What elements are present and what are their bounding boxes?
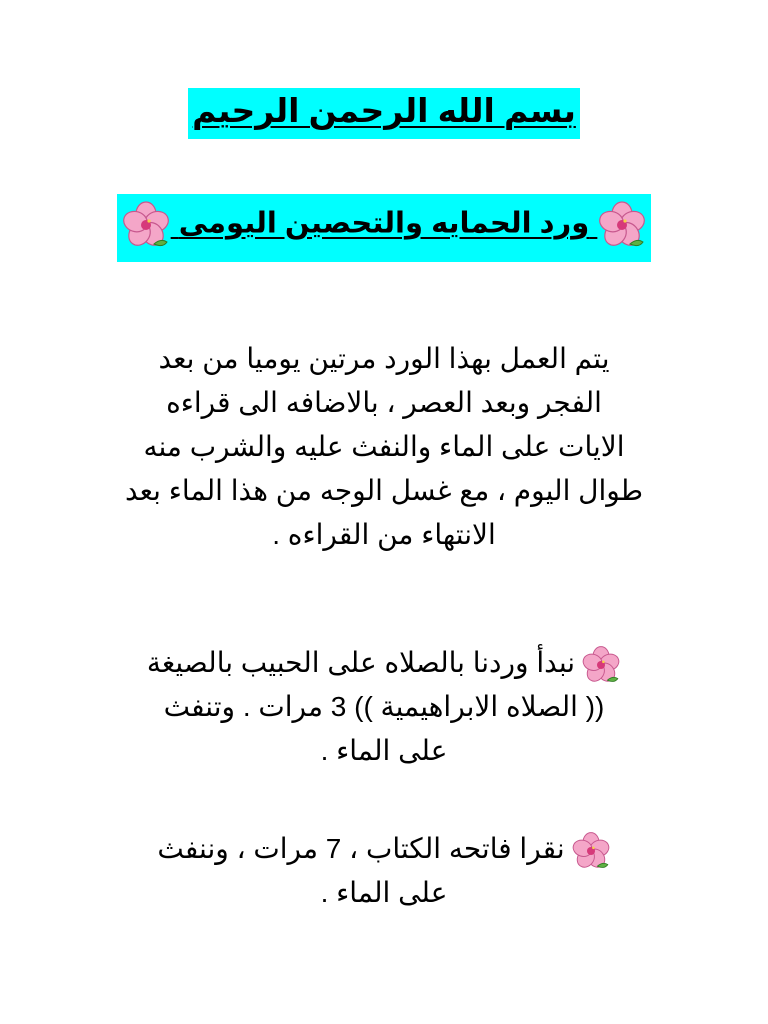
- step-1-paragraph: [80, 641, 688, 773]
- step-2-line-1: نقرا فاتحه الكتاب ، 7 مرات ، وننفث: [157, 833, 565, 864]
- basmala-heading: بسم الله الرحمن الرحيم: [188, 88, 580, 139]
- step-line: [80, 827, 688, 871]
- step-1-line-2: (( الصلاه الابراهيمية )) 3 مرات . وتنفث: [163, 691, 605, 722]
- step-1-line-3: على الماء .: [320, 735, 448, 766]
- intro-line: طوال اليوم ، مع غسل الوجه من هذا الماء بعد: [124, 475, 644, 506]
- step-line: [80, 641, 688, 685]
- intro-line: يتم العمل بهذا الورد مرتين يوميا من بعد: [158, 343, 610, 374]
- hibiscus-icon: [597, 200, 647, 250]
- step-1-line-1: نبدأ وردنا بالصلاه على الحبيب بالصيغة: [146, 647, 576, 678]
- intro-line: الانتهاء من القراءه .: [272, 519, 496, 550]
- hibiscus-icon: [581, 645, 621, 685]
- step-2-line-2: على الماء .: [320, 877, 448, 908]
- basmala-heading-wrap: [0, 88, 768, 139]
- step-2-paragraph: [80, 827, 688, 915]
- subtitle-heading-wrap: [0, 194, 768, 262]
- intro-line: الايات على الماء والنفث عليه والشرب منه: [143, 431, 625, 462]
- intro-line: الفجر وبعد العصر ، بالاضافه الى قراءه: [166, 387, 602, 418]
- hibiscus-icon: [121, 200, 171, 250]
- subtitle-heading: [117, 194, 652, 262]
- hibiscus-icon: [571, 831, 611, 871]
- subtitle-text: ورد الحمايه والتحصين اليومى: [178, 207, 590, 240]
- intro-paragraph: [80, 337, 688, 557]
